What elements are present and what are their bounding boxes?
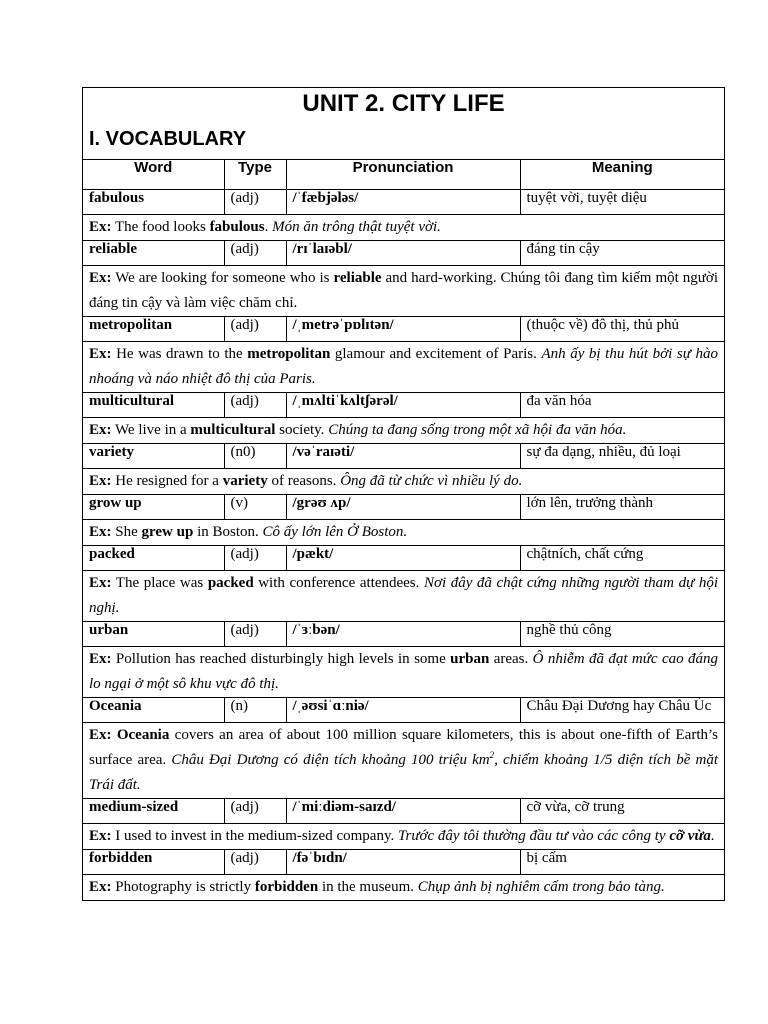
example-text: Photography is strictly <box>111 879 255 895</box>
example-text: Ô nhiễm đã đạt mức cao đáng lo ngại ở một sô khu vực đô thị. <box>89 651 718 692</box>
vocab-type: (v) <box>224 495 286 520</box>
example-sentence <box>83 469 724 495</box>
example-text: urban <box>450 651 490 667</box>
example-row <box>83 824 724 850</box>
vocab-type: (adj) <box>224 546 286 571</box>
vocab-meaning: đa văn hóa <box>520 393 724 418</box>
vocab-word: urban <box>83 622 224 647</box>
example-text: areas. <box>489 651 533 667</box>
example-label: Ex: <box>89 346 112 362</box>
example-text: . <box>264 219 273 235</box>
example-text: Pollution has reached disturbingly high levels in some <box>111 651 451 667</box>
example-sentence <box>83 647 724 698</box>
example-text: He resigned for a <box>111 473 223 489</box>
example-label: Ex: <box>89 575 112 591</box>
vocab-row <box>83 546 724 571</box>
vocab-pronunciation: /ˈmiːdiəm-saɪzd/ <box>286 799 520 824</box>
example-text: Ông đã từ chức vì nhiều lý do. <box>340 473 523 489</box>
example-text: in the museum. <box>318 879 418 895</box>
example-text: metropolitan <box>247 346 331 362</box>
vocab-type: (adj) <box>224 190 286 215</box>
example-text: glamour and excitement of Paris. <box>330 346 542 362</box>
example-row <box>83 520 724 546</box>
example-row <box>83 571 724 622</box>
example-label: Ex: <box>89 422 112 438</box>
vocab-row <box>83 698 724 723</box>
vocab-row <box>83 444 724 469</box>
vocab-pronunciation: /ˌmʌltiˈkʌltʃərəl/ <box>286 393 520 418</box>
example-text: society. <box>275 422 329 438</box>
header-word: Word <box>83 160 224 190</box>
vocab-pronunciation: /fəˈbɪdn/ <box>286 850 520 875</box>
example-sentence <box>83 266 724 317</box>
example-row <box>83 875 724 901</box>
vocab-meaning: Châu Đại Dương hay Châu Úc <box>520 698 724 723</box>
example-text: She <box>111 524 142 540</box>
vocab-word: packed <box>83 546 224 571</box>
example-text: Chúng ta đang sống trong một xã hội đa văn hóa. <box>328 422 627 438</box>
example-sentence <box>83 215 724 241</box>
example-label: Ex: <box>89 219 112 235</box>
example-text: in Boston. <box>193 524 263 540</box>
vocab-pronunciation: /rɪˈlaɪəbl/ <box>286 241 520 266</box>
example-sentence <box>83 342 724 393</box>
example-sentence <box>83 571 724 622</box>
example-row <box>83 342 724 393</box>
vocab-row <box>83 850 724 875</box>
vocab-row <box>83 495 724 520</box>
vocab-row <box>83 190 724 215</box>
example-text: fabulous <box>209 219 265 235</box>
example-text: I used to invest in the medium-sized company. <box>111 828 398 844</box>
example-text: Chụp ảnh bị nghiêm cấm trong bảo tàng. <box>417 879 665 895</box>
example-row <box>83 469 724 495</box>
vocab-word: fabulous <box>83 190 224 215</box>
vocab-meaning: đáng tin cậy <box>520 241 724 266</box>
example-row <box>83 647 724 698</box>
vocab-pronunciation: /grəʊ ʌp/ <box>286 495 520 520</box>
example-text: He was drawn to the <box>111 346 248 362</box>
vocabulary-rows <box>83 190 724 901</box>
vocabulary-document <box>82 87 725 901</box>
example-text: 2 <box>489 750 495 760</box>
vocabulary-table <box>83 159 724 900</box>
header-pronunciation: Pronunciation <box>286 160 520 190</box>
vocab-pronunciation: /ˌmetrəˈpɒlɪtən/ <box>286 317 520 342</box>
example-text: The food looks <box>111 219 210 235</box>
example-sentence <box>83 875 724 901</box>
table-header-row <box>83 160 724 190</box>
vocab-meaning: cỡ vừa, cỡ trung <box>520 799 724 824</box>
vocab-row <box>83 393 724 418</box>
vocab-type: (adj) <box>224 850 286 875</box>
vocab-row <box>83 317 724 342</box>
vocab-type: (adj) <box>224 799 286 824</box>
vocab-meaning: nghề thủ công <box>520 622 724 647</box>
vocab-row <box>83 241 724 266</box>
example-text: , chiếm khoảng 1/5 diện tích bề mặt Trái đất. <box>89 752 718 793</box>
example-label: Ex: <box>89 524 112 540</box>
vocab-pronunciation: /vəˈraɪəti/ <box>286 444 520 469</box>
example-sentence <box>83 418 724 444</box>
example-text: multicultural <box>190 422 276 438</box>
example-text: Oceania <box>116 727 170 743</box>
example-text: cỡ vừa <box>669 828 711 844</box>
vocab-word: Oceania <box>83 698 224 723</box>
vocab-type: (adj) <box>224 622 286 647</box>
vocab-type: (adj) <box>224 241 286 266</box>
vocab-pronunciation: /ˈɜːbən/ <box>286 622 520 647</box>
example-text: forbidden <box>254 879 319 895</box>
vocab-pronunciation: /ˌəʊsiˈɑːniə/ <box>286 698 520 723</box>
vocab-word: reliable <box>83 241 224 266</box>
example-text: Anh ấy bị thu hút bởi sự hào nhoáng và náo nhiệt đô thị của Paris. <box>89 346 718 387</box>
vocab-meaning: bị cấm <box>520 850 724 875</box>
vocab-type: (n0) <box>224 444 286 469</box>
vocab-word: forbidden <box>83 850 224 875</box>
vocab-row <box>83 799 724 824</box>
example-label: Ex: <box>89 651 112 667</box>
example-text: and hard-working. Chúng tôi đang tìm kiếm một người đáng tin cậy và làm việc chăm chỉ. <box>89 270 718 311</box>
vocab-meaning: sự đa dạng, nhiều, đủ loại <box>520 444 724 469</box>
example-text: grew up <box>141 524 194 540</box>
example-row <box>83 418 724 444</box>
example-text: of reasons. <box>267 473 341 489</box>
vocab-word: metropolitan <box>83 317 224 342</box>
example-text: packed <box>207 575 254 591</box>
example-text: We are looking for someone who is <box>111 270 334 286</box>
vocab-pronunciation: /ˈfæbjələs/ <box>286 190 520 215</box>
example-text: variety <box>222 473 268 489</box>
example-row <box>83 723 724 799</box>
vocab-meaning: chậtních, chất cứng <box>520 546 724 571</box>
example-label: Ex: <box>89 473 112 489</box>
header-meaning: Meaning <box>520 160 724 190</box>
example-text: The place was <box>111 575 208 591</box>
vocab-type: (n) <box>224 698 286 723</box>
example-text: We live in a <box>111 422 191 438</box>
vocab-word: medium-sized <box>83 799 224 824</box>
vocab-word: variety <box>83 444 224 469</box>
header-type: Type <box>224 160 286 190</box>
example-row <box>83 266 724 317</box>
example-text: Trước đây tôi thường đầu tư vào các công ty <box>397 828 670 844</box>
page-title: UNIT 2. CITY LIFE <box>302 90 505 117</box>
vocab-pronunciation: /pækt/ <box>286 546 520 571</box>
example-text: Cô ấy lớn lên Ở Boston. <box>262 524 408 540</box>
example-label: Ex: <box>89 270 112 286</box>
example-sentence <box>83 824 724 850</box>
vocab-type: (adj) <box>224 317 286 342</box>
example-text: Châu Đại Dương có diện tích khoảng 100 triệu km <box>171 752 490 768</box>
vocab-meaning: (thuộc về) đô thị, thủ phủ <box>520 317 724 342</box>
example-label: Ex: <box>89 879 112 895</box>
section-heading: I. VOCABULARY <box>89 128 247 150</box>
example-text: reliable <box>333 270 382 286</box>
example-text: . <box>710 828 715 844</box>
vocab-word: grow up <box>83 495 224 520</box>
example-sentence <box>83 520 724 546</box>
example-text: covers an area of about 100 million square kilometers, this is about one-fifth of Earth’s surface area. <box>89 727 718 768</box>
vocab-meaning: tuyệt vời, tuyệt diệu <box>520 190 724 215</box>
example-row <box>83 215 724 241</box>
example-text: Món ăn trông thật tuyệt vời. <box>272 219 441 235</box>
example-label: Ex: <box>89 828 112 844</box>
example-label: Ex: <box>89 727 112 743</box>
example-sentence <box>83 723 724 799</box>
example-text: with conference attendees. <box>253 575 424 591</box>
vocab-type: (adj) <box>224 393 286 418</box>
vocab-row <box>83 622 724 647</box>
example-text: Nơi đây đã chật cứng những người tham dự hội nghị. <box>89 575 718 616</box>
vocab-word: multicultural <box>83 393 224 418</box>
vocab-meaning: lớn lên, trưởng thành <box>520 495 724 520</box>
